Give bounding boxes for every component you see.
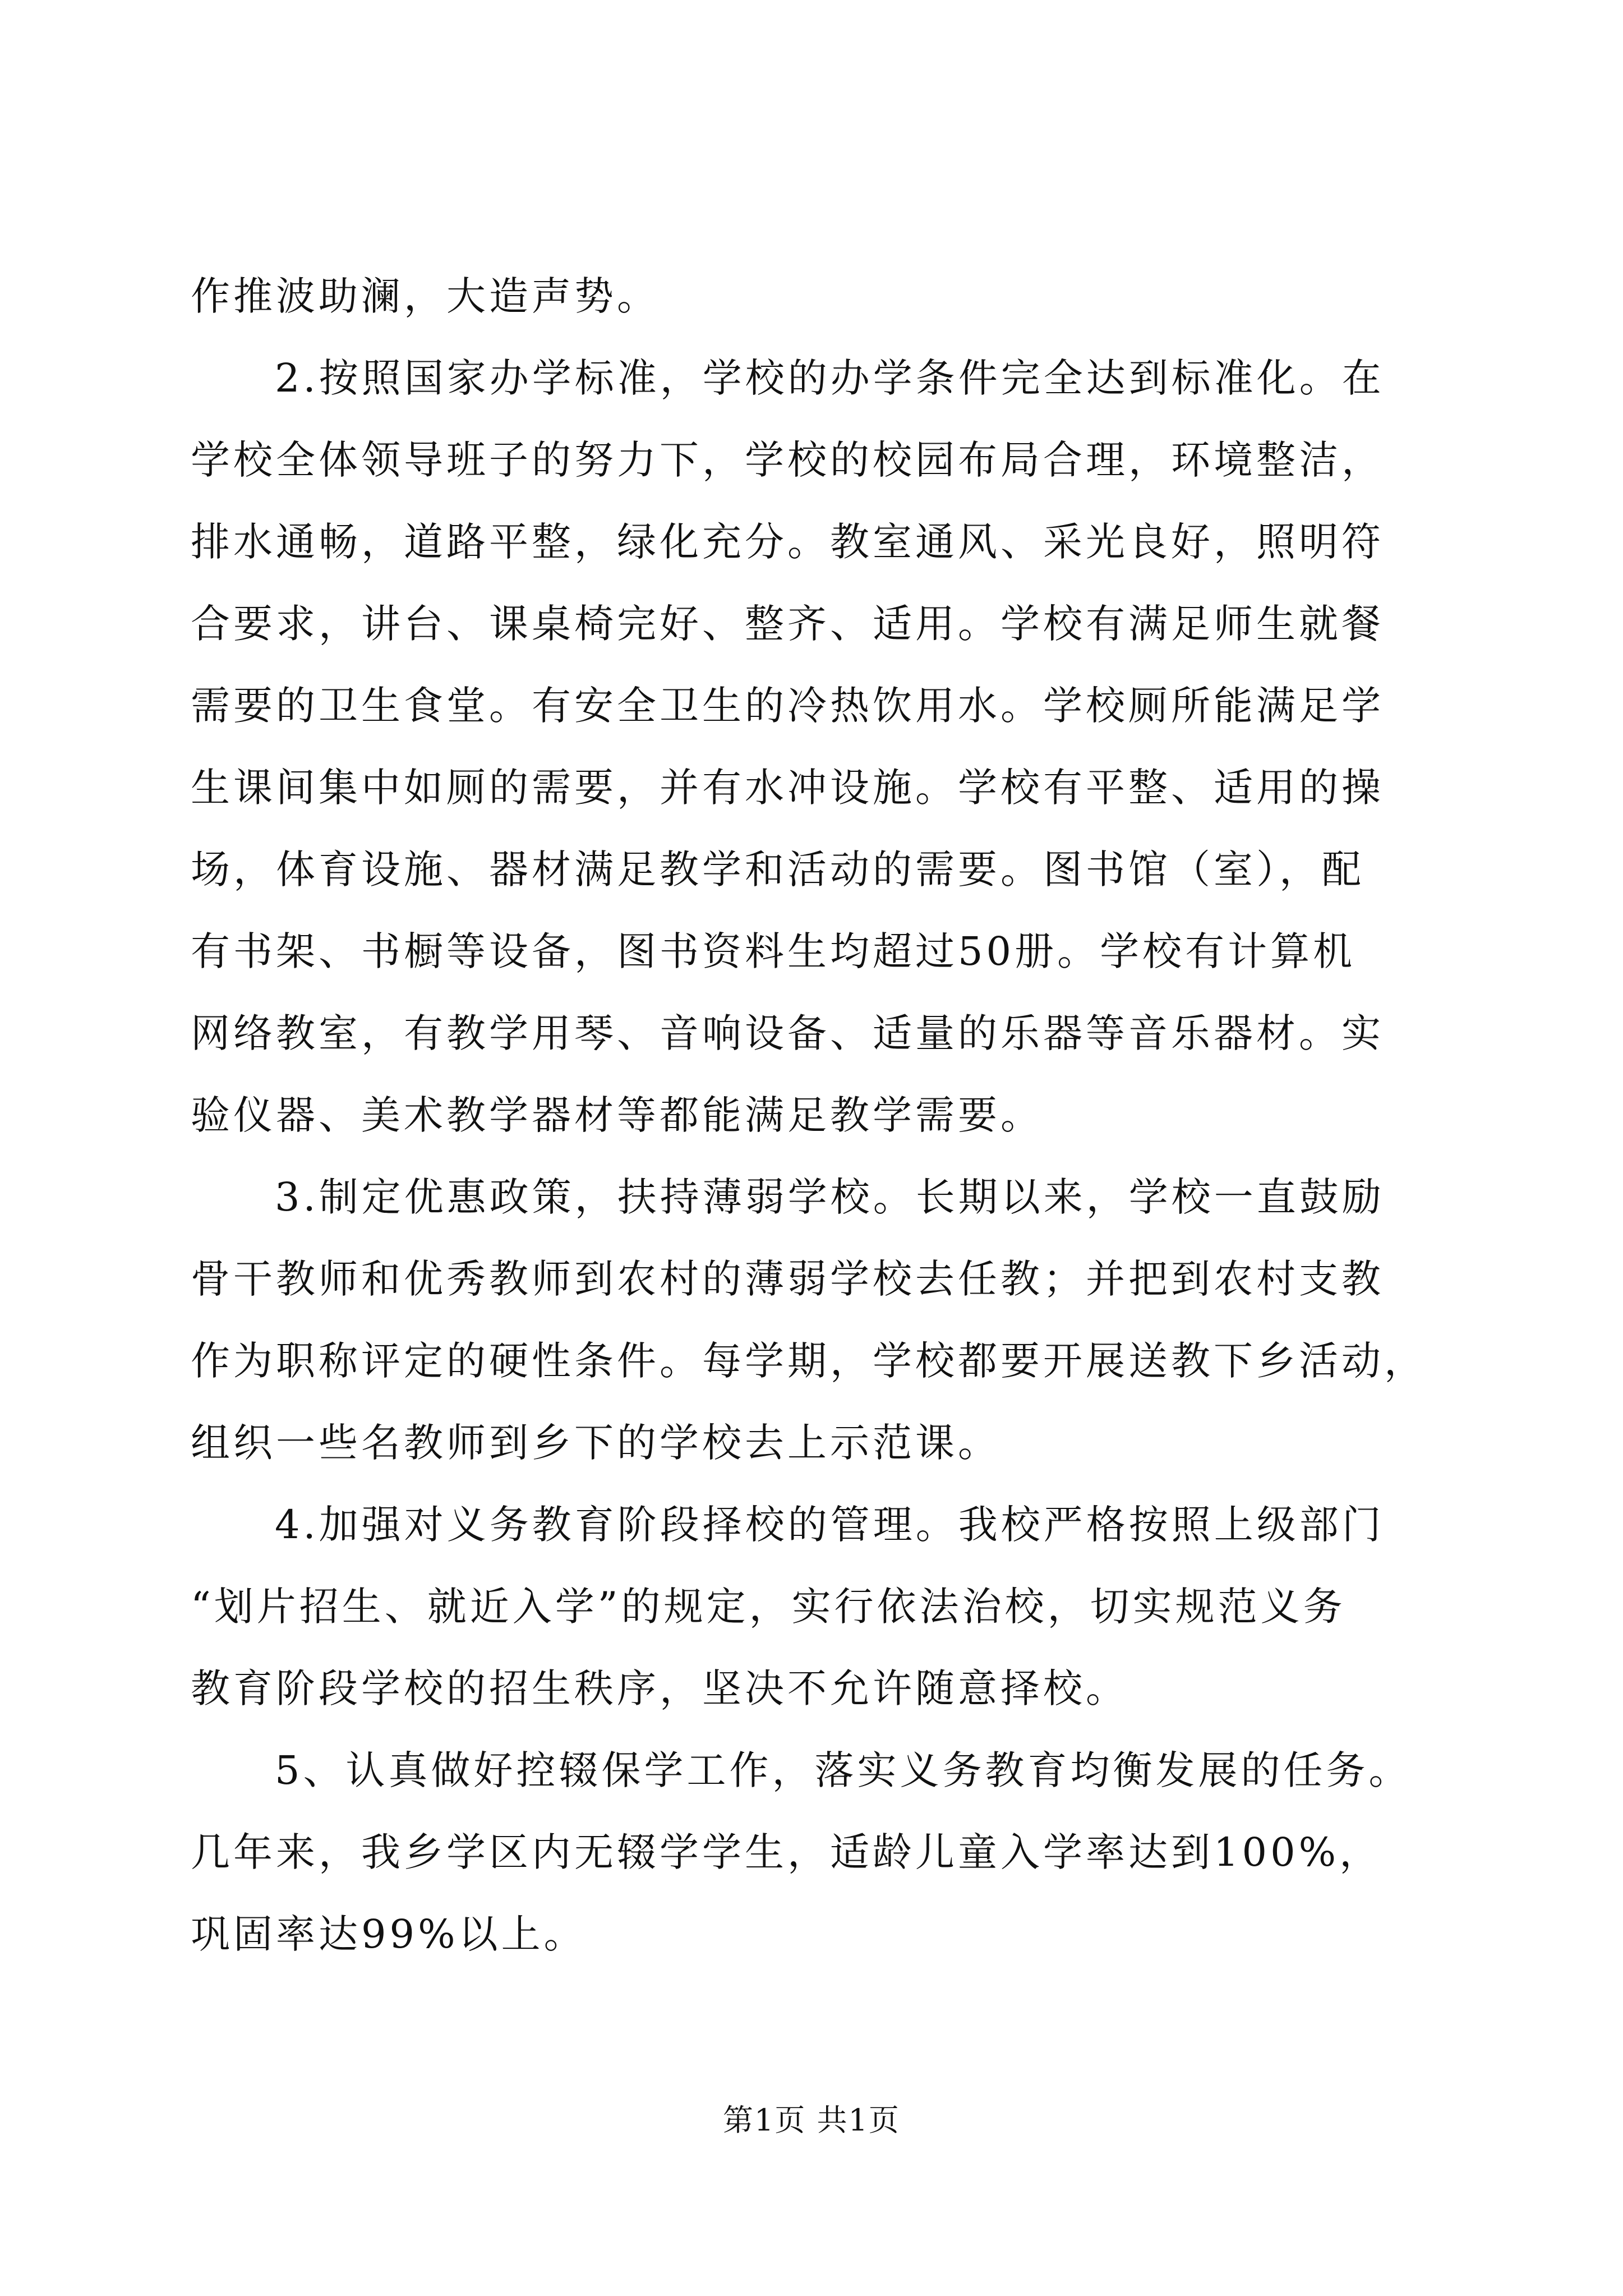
text-line: 2.按照国家办学标准，学校的办学条件完全达到标准化。在	[275, 355, 1385, 401]
text-line: 几年来，我乡学区内无辍学学生，适龄儿童入学率达到100%，	[191, 1829, 1382, 1875]
text-line: 学校全体领导班子的努力下，学校的校园布局合理，环境整洁，	[191, 437, 1384, 483]
text-line: 5、认真做好控辍保学工作，落实义务教育均衡发展的任务。	[275, 1747, 1412, 1793]
text-line: 验仪器、美术教学器材等都能满足教学需要。	[191, 1092, 1043, 1138]
text-line: 3.制定优惠政策，扶持薄弱学校。长期以来，学校一直鼓励	[275, 1174, 1385, 1220]
text-line: 组织一些名教师到乡下的学校去上示范课。	[191, 1420, 1000, 1466]
text-line: 4.加强对义务教育阶段择校的管理。我校严格按照上级部门	[275, 1502, 1385, 1548]
text-line: 网络教室，有教学用琴、音响设备、适量的乐器等音乐器材。实	[191, 1010, 1384, 1056]
text-line: 作为职称评定的硬性条件。每学期，学校都要开展送教下乡活动，	[191, 1338, 1427, 1384]
text-line: 作推波助澜，大造声势。	[191, 273, 660, 319]
page-number-label: 第1页 共1页	[723, 2102, 900, 2138]
text-line: 巩固率达99%以上。	[191, 1911, 587, 1957]
text-line: “划片招生、就近入学”的规定，实行依法治校，切实规范义务	[191, 1584, 1346, 1630]
text-line: 教育阶段学校的招生秩序，坚决不允许随意择校。	[191, 1665, 1128, 1711]
text-line: 有书架、书橱等设备，图书资料生均超过50册。学校有计算机	[191, 928, 1356, 974]
text-line: 需要的卫生食堂。有安全卫生的冷热饮用水。学校厕所能满足学	[191, 683, 1384, 729]
page-footer	[0, 2101, 1623, 2140]
text-line: 合要求，讲台、课桌椅完好、整齐、适用。学校有满足师生就餐	[191, 601, 1384, 647]
document-body	[191, 255, 1433, 1975]
text-line: 生课间集中如厕的需要，并有水冲设施。学校有平整、适用的操	[191, 765, 1384, 811]
text-line: 骨干教师和优秀教师到农村的薄弱学校去任教；并把到农村支教	[191, 1256, 1384, 1302]
text-line: 场，体育设施、器材满足教学和活动的需要。图书馆（室），配	[191, 846, 1364, 892]
text-line: 排水通畅，道路平整，绿化充分。教室通风、采光良好，照明符	[191, 519, 1384, 565]
